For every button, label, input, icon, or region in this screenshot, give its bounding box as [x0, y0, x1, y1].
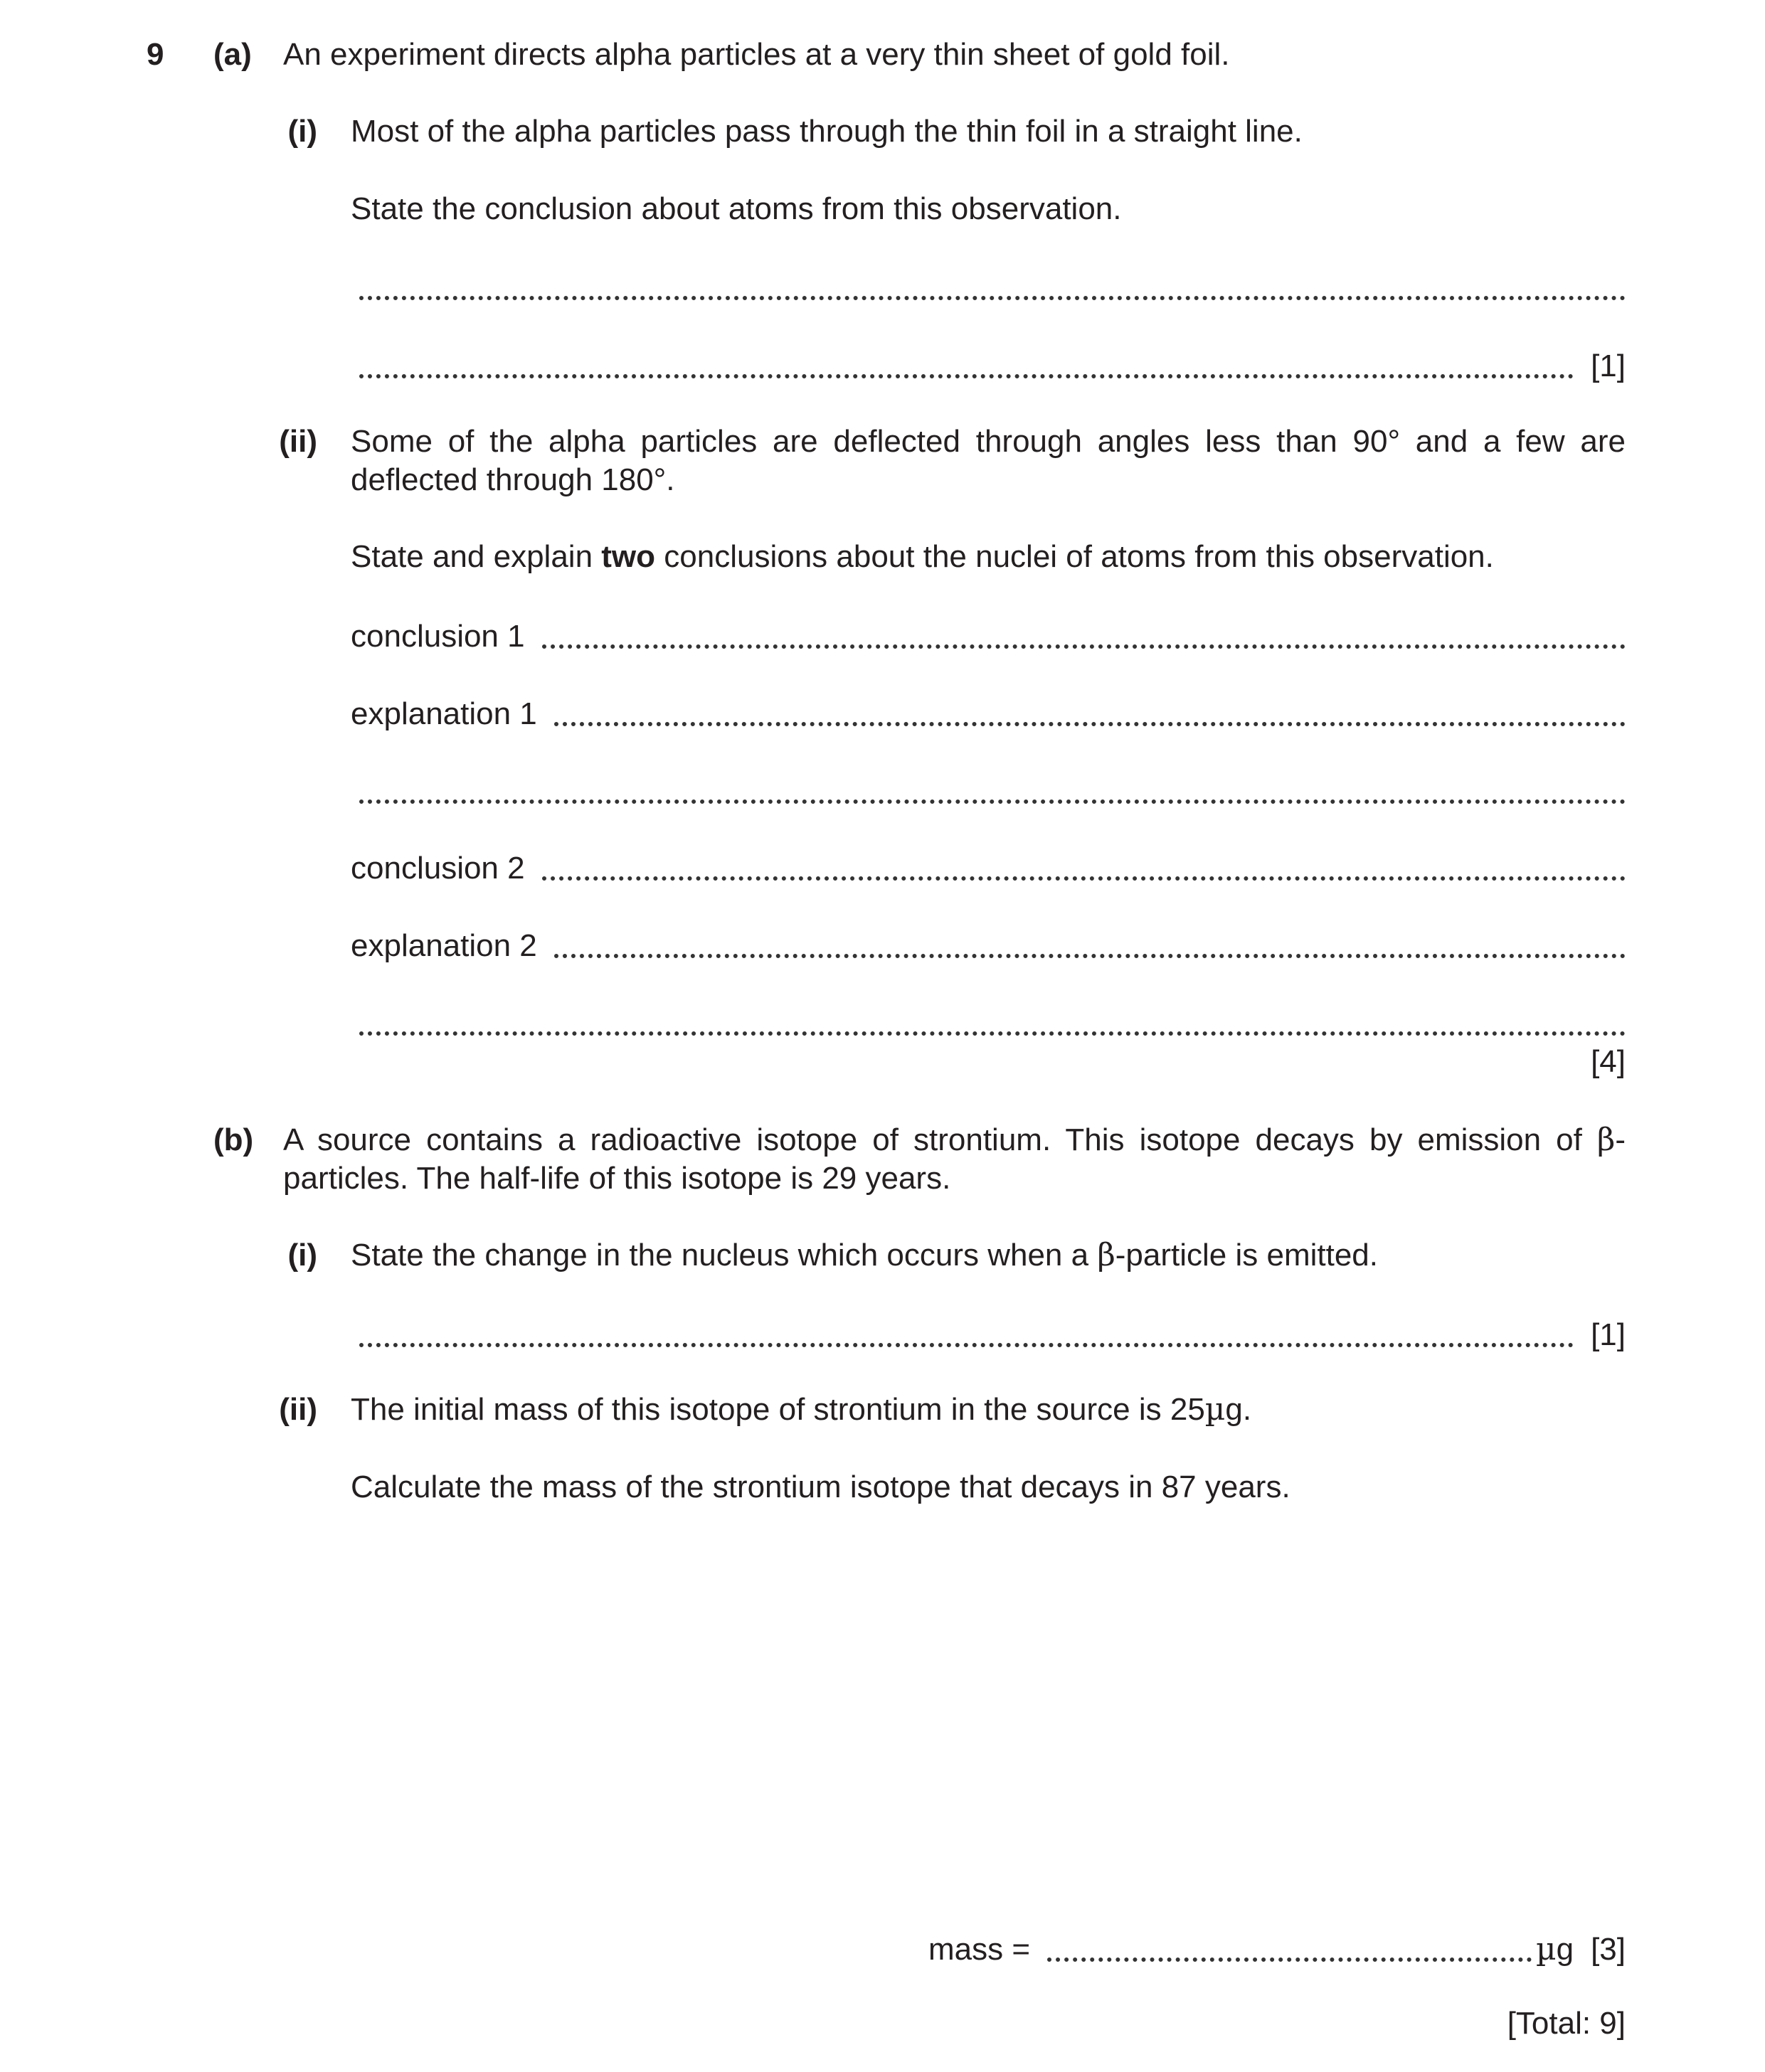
dotted-line — [359, 1343, 1574, 1347]
dotted-line — [359, 1031, 1626, 1036]
part-a-ii-task — [351, 538, 1494, 576]
part-b-i-label: (i) — [287, 1238, 317, 1273]
beta-symbol: β — [1596, 1122, 1616, 1158]
dotted-line — [359, 374, 1574, 378]
part-b-ii-task: Calculate the mass of the strontium isotope that decays in 87 years. — [351, 1470, 1290, 1504]
question-text: The initial mass of this isotope of strontium in the source is 25 — [351, 1392, 1205, 1427]
dotted-line — [542, 876, 1626, 881]
answer-line-explanation-2-cont[interactable] — [359, 1000, 1626, 1043]
part-b-intro — [283, 1121, 1626, 1197]
dotted-line — [1047, 1957, 1532, 1962]
part-a-i-text: Most of the alpha particles pass through the thin foil in a straight line. — [351, 114, 1303, 149]
question-text: -particle is emitted. — [1115, 1238, 1378, 1273]
task-text: conclusions about the nuclei of atoms from this observation. — [655, 539, 1494, 574]
dotted-line — [554, 954, 1626, 958]
intro-text: -particles. The half-life of this isotope is 29 years. — [283, 1122, 1626, 1196]
dotted-line — [554, 722, 1626, 726]
question-number: 9 — [147, 37, 164, 72]
part-a-i-label: (i) — [287, 114, 317, 149]
marks-b-i: [1] — [1591, 1317, 1626, 1353]
working-space[interactable] — [351, 1522, 1626, 1906]
dotted-line — [359, 296, 1626, 300]
answer-line-explanation-1-cont[interactable] — [359, 768, 1626, 811]
answer-line-conclusion-2[interactable] — [351, 845, 1626, 888]
unit-label — [1536, 1930, 1574, 1969]
answer-line-b-i[interactable] — [359, 1312, 1626, 1354]
part-a-label: (a) — [213, 37, 252, 72]
task-text: State and explain — [351, 539, 602, 574]
marks-a-i: [1] — [1591, 349, 1626, 384]
part-b-i-text — [351, 1236, 1378, 1275]
unit-g: g — [1556, 1932, 1574, 1967]
task-emphasis: two — [601, 539, 656, 574]
part-b-ii-text — [351, 1391, 1251, 1429]
conclusion-1-label: conclusion 1 — [351, 619, 525, 654]
explanation-1-label: explanation 1 — [351, 696, 537, 732]
marks-a-ii: [4] — [1591, 1044, 1626, 1079]
answer-line-conclusion-1[interactable] — [351, 613, 1626, 656]
part-b-label: (b) — [213, 1122, 254, 1157]
total-marks: [Total: 9] — [1507, 2006, 1626, 2041]
dotted-line — [542, 644, 1626, 649]
part-a-i-task: State the conclusion about atoms from this observation. — [351, 191, 1122, 226]
answer-line-a-i-2[interactable] — [359, 343, 1626, 386]
part-a-ii-label: (ii) — [279, 424, 317, 459]
mu-symbol: µ — [1535, 1931, 1557, 1968]
conclusion-2-label: conclusion 2 — [351, 851, 525, 886]
part-a-intro: An experiment directs alpha particles at a very thin sheet of gold foil. — [283, 37, 1230, 72]
answer-line-explanation-2[interactable] — [351, 923, 1626, 965]
intro-text: A source contains a radioactive isotope of strontium. This isotope decays by emission of — [283, 1122, 1597, 1157]
question-text: g. — [1225, 1392, 1252, 1427]
explanation-2-label: explanation 2 — [351, 928, 537, 964]
part-b-ii-label: (ii) — [279, 1392, 317, 1427]
mu-symbol: µ — [1204, 1391, 1226, 1428]
answer-line-mass[interactable] — [928, 1926, 1626, 1969]
part-a-ii-text: Some of the alpha particles are deflected through angles less than 90° and a few are deflected through 180°. — [351, 424, 1626, 497]
mass-label: mass = — [928, 1932, 1031, 1967]
dotted-line — [359, 799, 1626, 804]
answer-line-explanation-1[interactable] — [351, 691, 1626, 733]
beta-symbol: β — [1097, 1237, 1115, 1273]
answer-line-a-i-1[interactable] — [359, 265, 1626, 307]
question-text: State the change in the nucleus which occurs when a — [351, 1238, 1098, 1273]
marks-b-ii: [3] — [1591, 1932, 1626, 1967]
